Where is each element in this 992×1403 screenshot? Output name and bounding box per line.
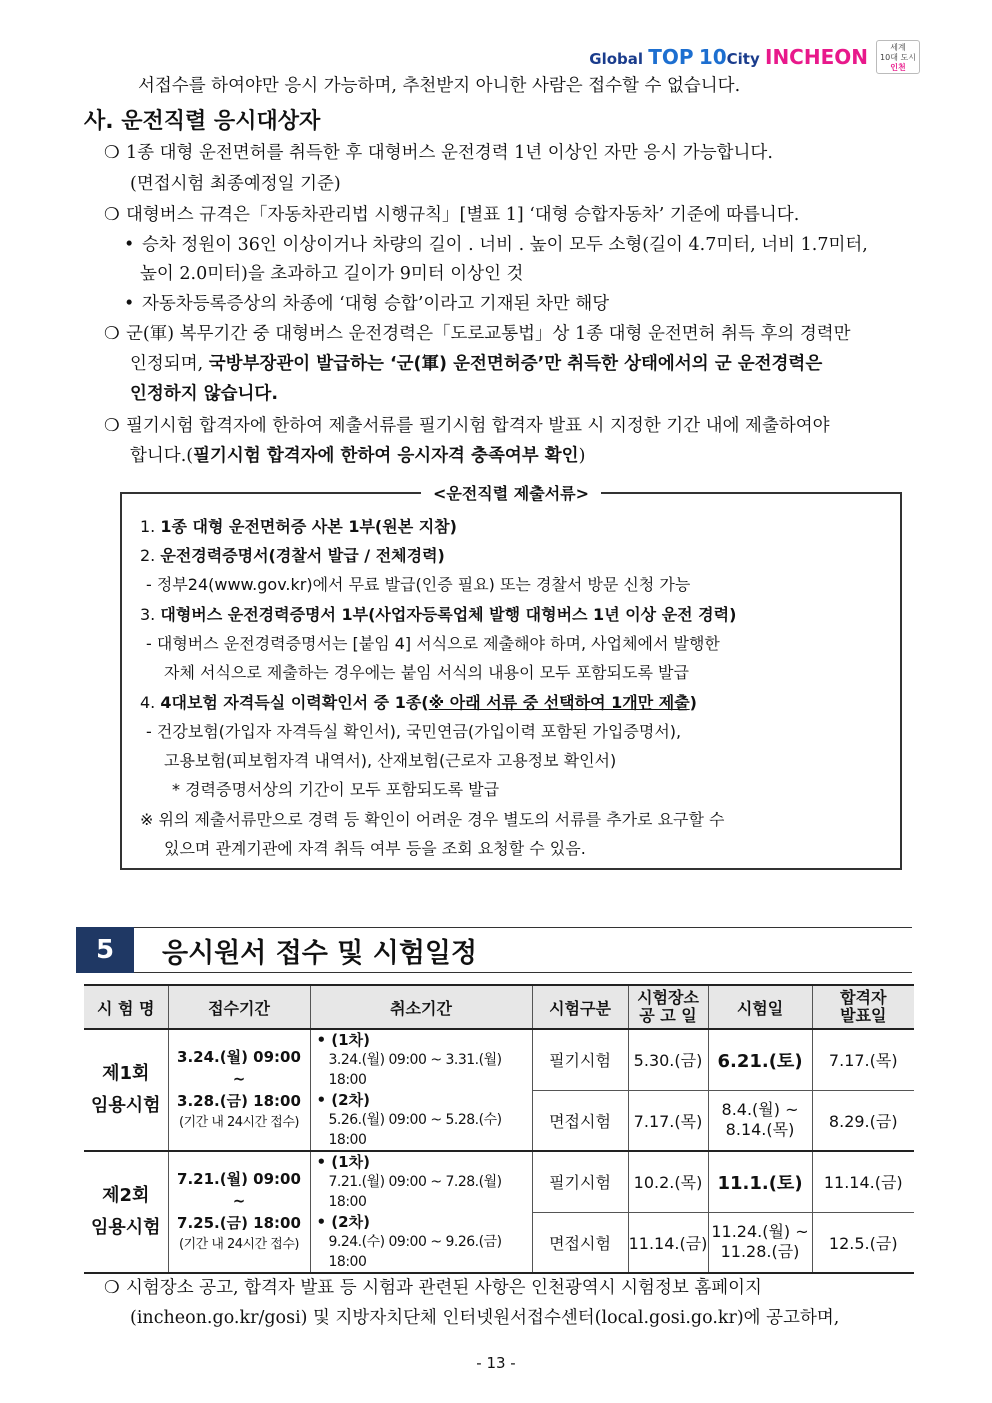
bullet-text-bold: 필기시험 합격자에 한하여 응시자격 충족여부 확인 xyxy=(193,446,579,466)
circle-bullet-icon: ❍ xyxy=(104,143,120,163)
result-date: 12.5.(금) xyxy=(812,1212,914,1273)
box-title-text: <운전직렬 제출서류> xyxy=(421,484,601,503)
cancel-range: 5.26.(월) 09:00 ~ 5.28.(수) 18:00 xyxy=(328,1112,502,1148)
exam-type: 필기시험 xyxy=(532,1151,628,1212)
bullet-bus-standard xyxy=(104,203,799,227)
round-1-reg-period xyxy=(168,1029,310,1151)
logo-badge xyxy=(876,40,920,74)
doc-item-4-sub-cont: 고용보험(피보험자격 내역서), 산재보험(근로자 고용정보 확인서) xyxy=(164,751,617,770)
sub-bullet-registration xyxy=(124,292,609,316)
venue-notice-date: 11.14.(금) xyxy=(628,1212,708,1273)
bullet-text-cont xyxy=(130,444,585,468)
bullet-text: 인정되며, xyxy=(130,354,209,374)
doc-item-3 xyxy=(140,602,736,625)
doc-item-2-sub: - 정부24(www.gov.kr)에서 무료 발급(인증 필요) 또는 경찰서 방문 신청 가능 xyxy=(146,575,691,594)
circle-bullet-icon: ❍ xyxy=(104,205,120,225)
doc-item-4-sub: - 건강보험(가입자 자격득실 확인서), 국민연금(가입이력 포함된 가입증명서), xyxy=(146,722,682,741)
bullet-text: 대형버스 규격은「자동차관리법 시행규칙」[별표 1] ‘대형 승합자동차’ 기준에 따릅니다. xyxy=(126,205,800,225)
header-exam-name: 시 험 명 xyxy=(84,985,168,1029)
doc-item-text-underline: ※ 아래 서류 중 선택하여 1개만 제출 xyxy=(428,693,690,712)
round-2-reg-period xyxy=(168,1151,310,1273)
round-2-cancel-period xyxy=(310,1151,532,1273)
required-documents-box xyxy=(120,484,902,870)
badge-line: 세계 xyxy=(890,43,906,52)
table-row xyxy=(84,1029,914,1090)
exam-date xyxy=(708,1212,812,1273)
dot-bullet-icon: • xyxy=(124,235,135,255)
round-name-line: 임용시험 xyxy=(90,1095,161,1116)
round-name-line: 제2회 xyxy=(102,1185,150,1206)
venue-notice-date: 7.17.(목) xyxy=(628,1090,708,1151)
bottom-note xyxy=(104,1276,762,1300)
reg-note: (기간 내 24시간 접수) xyxy=(179,1237,299,1252)
round-2-name xyxy=(84,1151,168,1273)
result-date: 8.29.(금) xyxy=(812,1090,914,1151)
doc-item-text: 대형버스 운전경력증명서 1부(사업자등록업체 발행 대형버스 1년 이상 운전 경력) xyxy=(160,605,737,624)
doc-item-4 xyxy=(140,690,697,713)
doc-item-number: 2. xyxy=(140,546,161,565)
header-text: 시험장소 xyxy=(637,988,699,1007)
result-date: 11.14.(금) xyxy=(812,1151,914,1212)
header-exam-day: 시험일 xyxy=(708,985,812,1029)
bullet-text: 필기시험 합격자에 한하여 제출서류를 필기시험 합격자 발표 시 지정한 기간 내에 제출하여야 xyxy=(126,416,830,436)
exam-date-line: 11.28.(금) xyxy=(720,1242,800,1262)
exam-date: 11.1.(토) xyxy=(708,1151,812,1212)
section-5-number: 5 xyxy=(76,927,134,973)
header-reg-period: 접수기간 xyxy=(168,985,310,1029)
section-5-title: 응시원서 접수 및 시험일정 xyxy=(162,938,478,969)
reg-line: 3.28.(금) 18:00 xyxy=(177,1092,301,1110)
header-cancel-period: 취소기간 xyxy=(310,985,532,1029)
round-1-cancel-period xyxy=(310,1029,532,1151)
header-text: 합격자 xyxy=(840,988,887,1007)
incheon-logo xyxy=(589,40,920,74)
round-1-name xyxy=(84,1029,168,1151)
doc-item-text: 4대보험 자격득실 이력확인서 중 1종( xyxy=(160,693,429,712)
doc-item-number: 3. xyxy=(140,605,161,624)
doc-item-1 xyxy=(140,514,457,537)
logo-wordmark xyxy=(589,45,868,69)
venue-notice-date: 5.30.(금) xyxy=(628,1029,708,1090)
intro-line: 서접수를 하여야만 응시 가능하며, 추천받지 아니한 사람은 접수할 수 없습니다. xyxy=(138,76,741,96)
venue-notice-date: 10.2.(목) xyxy=(628,1151,708,1212)
bullet-text: 1종 대형 운전면허를 취득한 후 대형버스 운전경력 1년 이상인 자만 응시 가능합니다. xyxy=(126,143,773,163)
doc-item-3-sub: - 대형버스 운전경력증명서는 [붙임 4] 서식으로 제출해야 하며, 사업체에서 발행한 xyxy=(146,634,720,653)
header-result-day xyxy=(812,985,914,1029)
bottom-note-cont: (incheon.go.kr/gosi) 및 지방자치단체 인터넷원서접수센터(local.gosi.go.kr)에 공고하며, xyxy=(130,1308,840,1328)
exam-date-line: 8.14.(목) xyxy=(725,1120,795,1140)
logo-top: TOP xyxy=(648,45,694,69)
reg-note: (기간 내 24시간 접수) xyxy=(179,1115,299,1130)
bullet-text-bold: 인정하지 않습니다. xyxy=(130,384,278,404)
circle-bullet-icon: ❍ xyxy=(104,324,120,344)
header-exam-type: 시험구분 xyxy=(532,985,628,1029)
doc-note: ※ 위의 제출서류만으로 경력 등 확인이 어려운 경우 별도의 서류를 추가로 요구할 수 xyxy=(140,810,725,829)
logo-10: 10 xyxy=(698,45,727,69)
bullet-military-experience xyxy=(104,322,851,346)
section-heading-sa: 사. 운전직렬 응시대상자 xyxy=(84,109,321,134)
exam-type: 면접시험 xyxy=(532,1090,628,1151)
cancel-label: • (2차) xyxy=(316,1091,370,1109)
doc-item-3-sub-cont: 자체 서식으로 제출하는 경우에는 붙임 서식의 내용이 모두 포함되도록 발급 xyxy=(164,663,689,682)
table-header-row xyxy=(84,985,914,1029)
badge-line: 인천 xyxy=(890,63,906,72)
cancel-label: • (1차) xyxy=(316,1153,370,1171)
bullet-text-bold: 국방부장관이 발급하는 ‘군(軍) 운전면허증’만 취득한 상태에서의 군 운전경력은 xyxy=(208,354,823,374)
cancel-label: • (1차) xyxy=(316,1031,370,1049)
doc-item-text: 운전경력증명서(경찰서 발급 / 전체경력) xyxy=(160,546,445,565)
page-number: - 13 - xyxy=(476,1354,516,1372)
sub-bullet-text-cont: 높이 2.0미터)을 초과하고 길이가 9미터 이상인 것 xyxy=(140,264,524,284)
header-text: 발표일 xyxy=(840,1006,887,1025)
exam-date-line: 8.4.(월) ~ xyxy=(721,1100,799,1120)
bullet-text: 합니다.( xyxy=(130,446,194,466)
reg-line: 7.21.(월) 09:00 ~ xyxy=(177,1170,301,1210)
header-text: 공 고 일 xyxy=(639,1006,697,1025)
bottom-note-text: 시험장소 공고, 합격자 발표 등 시험과 관련된 사항은 인천광역시 시험정보 홈페이지 xyxy=(126,1278,762,1298)
section-5-header xyxy=(76,927,912,973)
cancel-range: 9.24.(수) 09:00 ~ 9.26.(금) 18:00 xyxy=(328,1234,502,1270)
bullet-documents-submission xyxy=(104,414,830,438)
cancel-range: 3.24.(월) 09:00 ~ 3.31.(월) 18:00 xyxy=(328,1052,502,1088)
exam-type: 면접시험 xyxy=(532,1212,628,1273)
reg-line: 7.25.(금) 18:00 xyxy=(177,1214,301,1232)
doc-item-text: 1종 대형 운전면허증 사본 1부(원본 지참) xyxy=(160,517,457,536)
cancel-label: • (2차) xyxy=(316,1213,370,1231)
logo-city: City xyxy=(726,50,760,68)
sub-bullet-size xyxy=(124,233,868,257)
bullet-text: ) xyxy=(578,446,586,466)
exam-date-line: 11.24.(월) ~ xyxy=(711,1222,809,1242)
sub-bullet-text: 자동차등록증상의 차종에 ‘대형 승합’이라고 기재된 차만 해당 xyxy=(142,294,610,314)
reg-line: 3.24.(월) 09:00 ~ xyxy=(177,1048,301,1088)
logo-global: Global xyxy=(589,50,644,68)
circle-bullet-icon: ❍ xyxy=(104,416,120,436)
table-row xyxy=(84,1151,914,1212)
doc-item-2 xyxy=(140,543,445,566)
sub-bullet-text: 승차 정원이 36인 이상이거나 차량의 길이 . 너비 . 높이 모두 소형(길이 4.7미터, 너비 1.7미터, xyxy=(142,235,868,255)
exam-schedule-table xyxy=(84,984,914,1274)
exam-date: 6.21.(토) xyxy=(708,1029,812,1090)
result-date: 7.17.(목) xyxy=(812,1029,914,1090)
cancel-range: 7.21.(월) 09:00 ~ 7.28.(월) 18:00 xyxy=(328,1174,502,1210)
bullet-text: 군(軍) 복무기간 중 대형버스 운전경력은「도로교통법」상 1종 대형 운전면허 취득 후의 경력만 xyxy=(126,324,851,344)
header-venue-notice xyxy=(628,985,708,1029)
box-title xyxy=(122,481,900,504)
bullet-text-cont xyxy=(130,352,822,376)
round-name-line: 제1회 xyxy=(102,1063,150,1084)
bullet-license-requirement xyxy=(104,141,773,165)
logo-incheon: INCHEON xyxy=(765,45,868,69)
doc-item-number: 1. xyxy=(140,517,161,536)
exam-type: 필기시험 xyxy=(532,1029,628,1090)
badge-line: 10대 도시 xyxy=(880,53,916,62)
doc-item-4-note: * 경력증명서상의 기간이 모두 포함되도록 발급 xyxy=(172,780,500,799)
circle-bullet-icon: ❍ xyxy=(104,1278,120,1298)
doc-item-number: 4. xyxy=(140,693,161,712)
round-name-line: 임용시험 xyxy=(90,1217,161,1238)
dot-bullet-icon: • xyxy=(124,294,135,314)
doc-note-cont: 있으며 관계기관에 자격 취득 여부 등을 조회 요청할 수 있음. xyxy=(164,839,586,858)
exam-date xyxy=(708,1090,812,1151)
doc-item-text: ) xyxy=(689,693,697,712)
bullet-text-cont: (면접시험 최종예정일 기준) xyxy=(130,174,341,194)
